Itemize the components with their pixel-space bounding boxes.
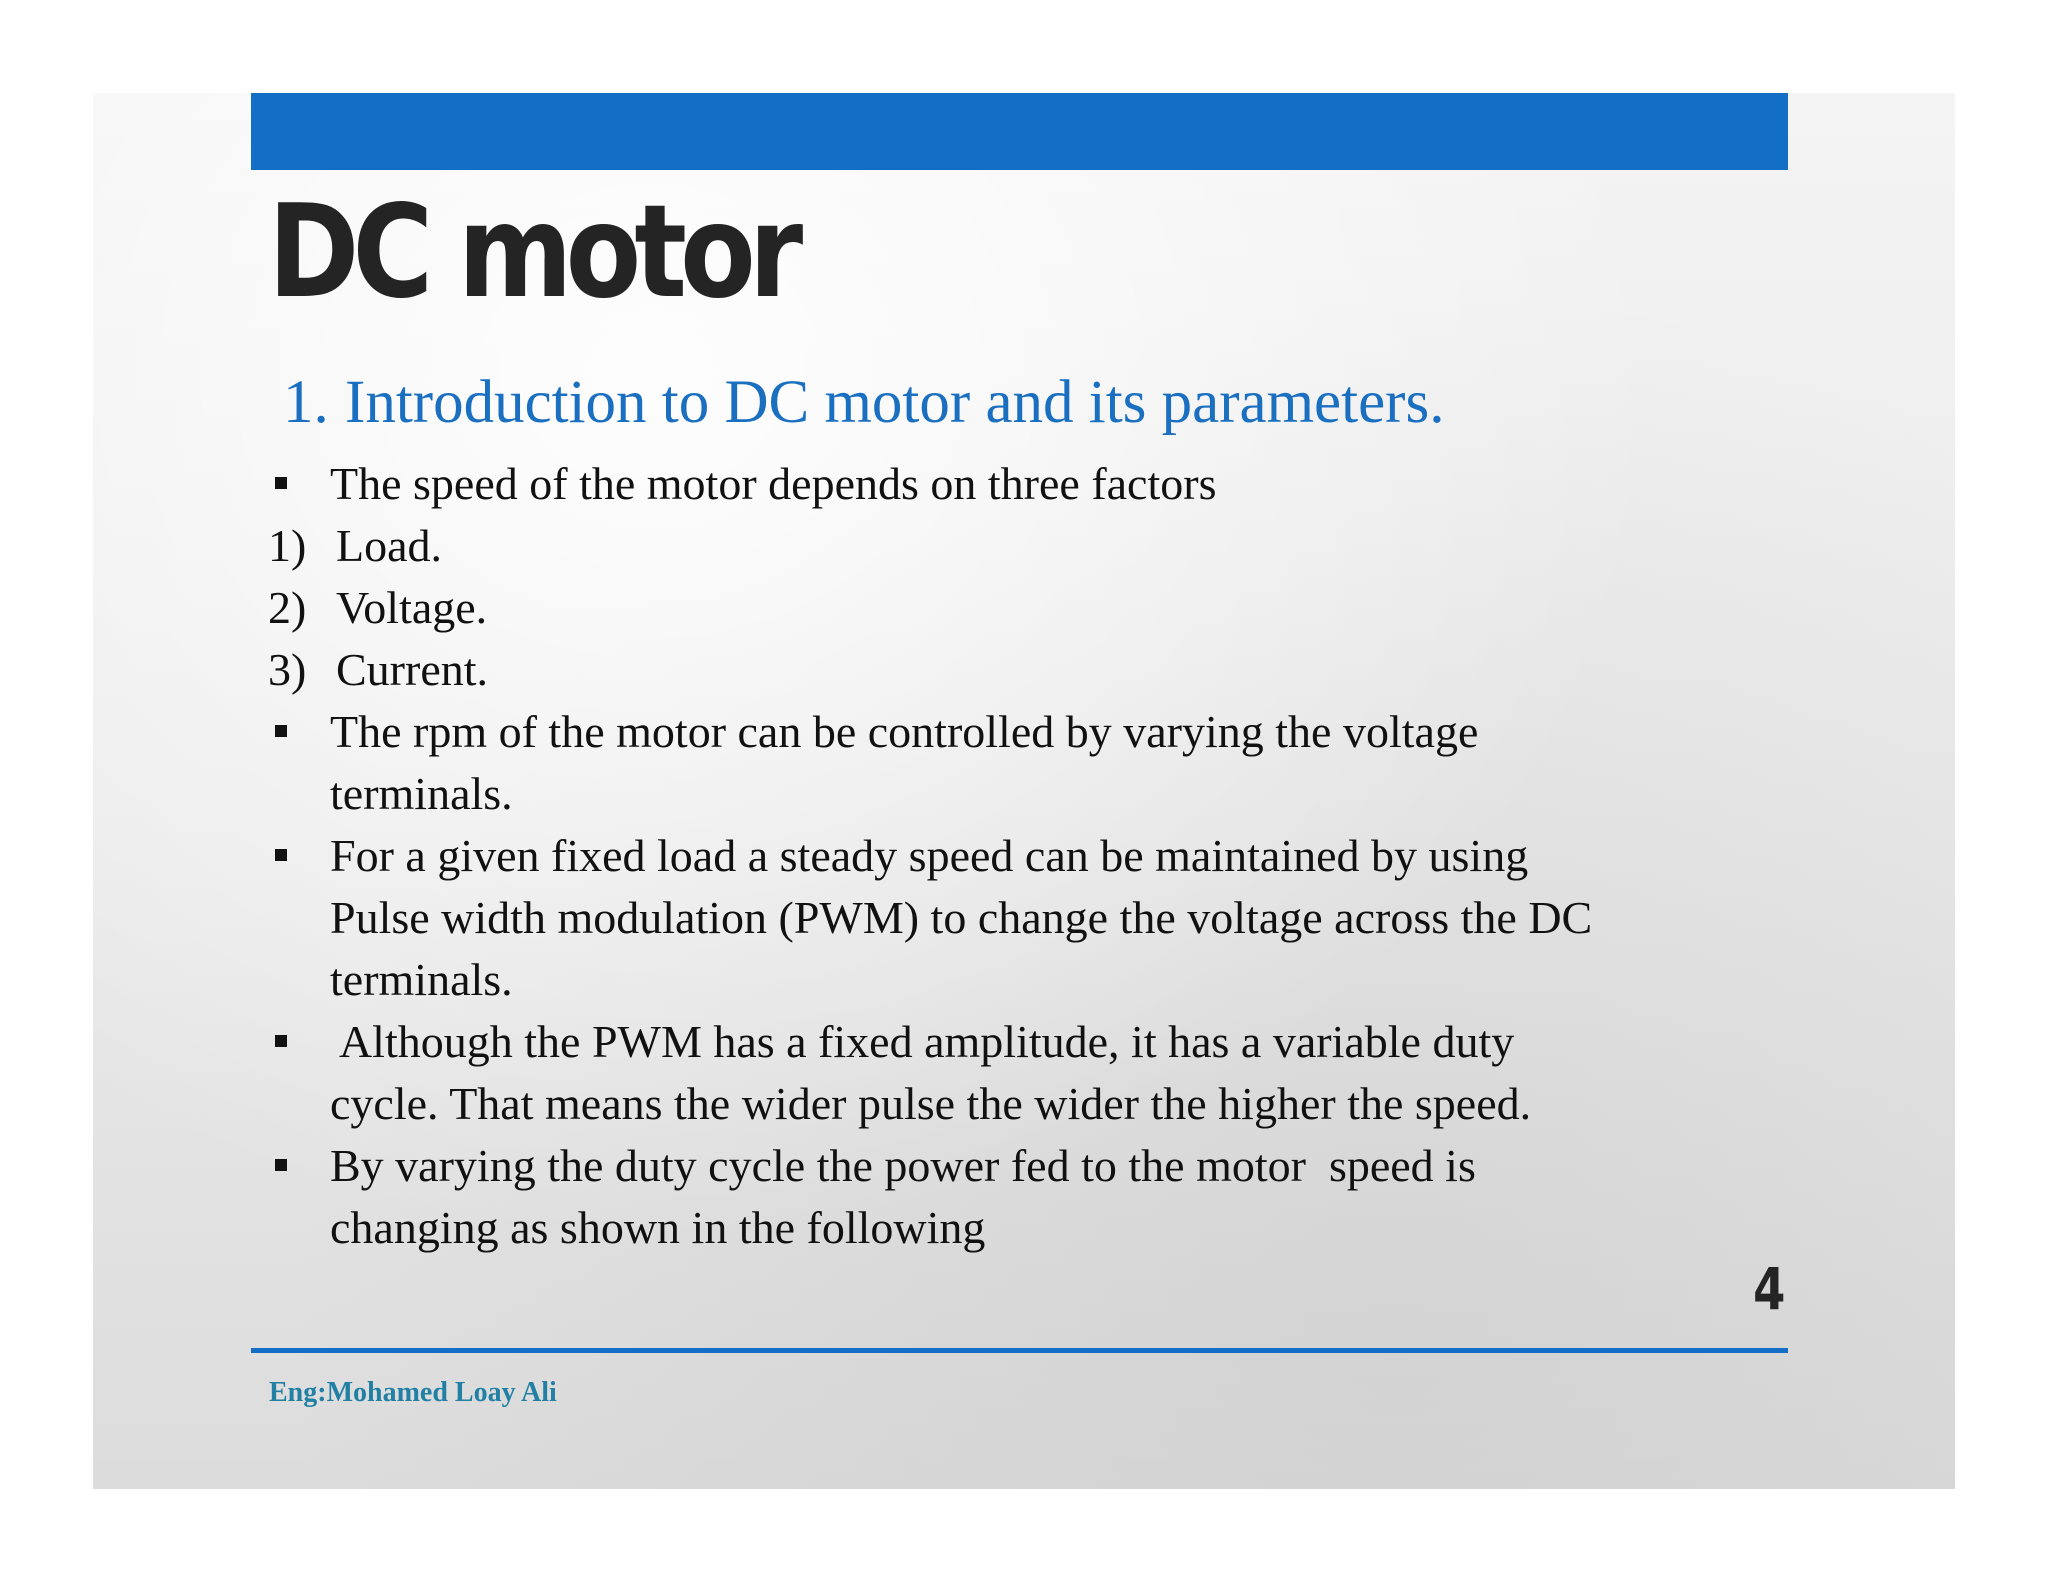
list-item-text: terminals. [330,768,513,819]
list-item-continuation [268,887,1788,949]
list-item-continuation [268,1197,1788,1259]
section-heading-text: Introduction to DC motor and its parameters. [345,369,1445,436]
list-item-continuation [268,949,1788,1011]
list-item-text: Pulse width modulation (PWM) to change the voltage across the DC [330,892,1593,943]
footer-author: Eng:Mohamed Loay Ali [269,1377,557,1408]
content-list [268,453,1788,1259]
list-item-text: terminals. [330,954,513,1005]
list-item [268,1011,1788,1073]
list-item [268,825,1788,887]
list-item-text: Load. [336,520,443,571]
slide-title: DC motor [268,178,797,327]
list-item [268,577,1788,639]
list-item-continuation [268,763,1788,825]
section-number: 1. [283,369,329,436]
section-heading [283,368,1444,438]
list-item-number: 1) [268,520,307,571]
list-item-text: changing as shown in the following [330,1202,986,1253]
list-item-text: By varying the duty cycle the power fed to the motor speed is [330,1140,1476,1191]
list-item-number: 2) [268,582,307,633]
footer-divider [251,1348,1788,1353]
list-item-text: Current. [336,644,489,695]
page-number: 4 [1752,1255,1785,1323]
list-item [268,1135,1788,1197]
list-item [268,639,1788,701]
list-item-continuation [268,1073,1788,1135]
list-item-text: cycle. That means the wider pulse the wider the higher the speed. [330,1078,1532,1129]
list-item [268,515,1788,577]
list-item-number: 3) [268,644,307,695]
list-item [268,701,1788,763]
header-accent-bar [251,93,1788,170]
list-item-text: Although the PWM has a fixed amplitude, it has a variable duty [330,1016,1515,1067]
slide [93,93,1955,1489]
list-item-text: The speed of the motor depends on three factors [330,458,1217,509]
list-item-text: For a given fixed load a steady speed can be maintained by using [330,830,1529,881]
list-item-text: Voltage. [336,582,488,633]
list-item-text: The rpm of the motor can be controlled by varying the voltage [330,706,1479,757]
list-item [268,453,1788,515]
